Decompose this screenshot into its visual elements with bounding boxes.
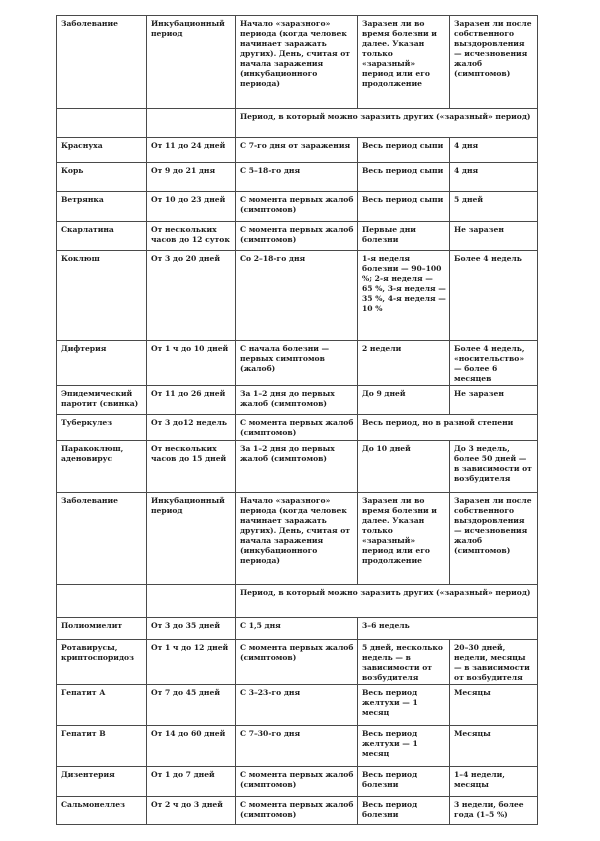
start-cell: С 7-го дня от заражения xyxy=(236,138,358,163)
after-cell: 1–4 недели, месяцы xyxy=(450,767,538,797)
incubation-cell: От 1 ч до 10 дней xyxy=(147,341,236,386)
during-cell: Первые дни болезни xyxy=(358,222,450,251)
table-row xyxy=(57,163,538,192)
period-row xyxy=(57,109,538,138)
disease-cell: Полиомиелит xyxy=(57,618,147,640)
during-cell: Весь период болезни xyxy=(358,797,450,825)
header-incubation: Инкубационный период xyxy=(147,16,236,109)
after-cell: 20–30 дней, недели, месяцы — в зависимости от возбудителя xyxy=(450,640,538,685)
incubation-cell: От нескольких часов до 12 суток xyxy=(147,222,236,251)
after-cell: До 3 недель, более 50 дней — в зависимости от возбудителя xyxy=(450,441,538,493)
incubation-cell: От 1 до 7 дней xyxy=(147,767,236,797)
start-cell: С 1,5 дня xyxy=(236,618,358,640)
empty-cell xyxy=(57,109,147,138)
disease-cell: Эпидемический паротит (свинка) xyxy=(57,386,147,415)
disease-cell: Корь xyxy=(57,163,147,192)
disease-cell: Гепатит В xyxy=(57,726,147,767)
during-cell: До 9 дней xyxy=(358,386,450,415)
after-cell: Не заразен xyxy=(450,222,538,251)
merged-cell: 3–6 недель xyxy=(358,618,538,640)
header-after: Заразен ли после собственного выздоровления — исчезновения жалоб (симптомов) xyxy=(450,16,538,109)
table-row xyxy=(57,797,538,825)
empty-cell xyxy=(147,109,236,138)
disease-cell: Краснуха xyxy=(57,138,147,163)
start-cell: С 7–30-го дня xyxy=(236,726,358,767)
during-cell: Весь период болезни xyxy=(358,767,450,797)
start-cell: С момента первых жалоб (симптомов) xyxy=(236,767,358,797)
start-cell: С 3–23-го дня xyxy=(236,685,358,726)
header-during: Заразен ли во время болезни и далее. Указан только «заразный» период или его продолжение xyxy=(358,493,450,585)
start-cell: С момента первых жалоб (симптомов) xyxy=(236,192,358,222)
merged-cell: Весь период, но в разной степени xyxy=(358,415,538,441)
during-cell: 5 дней, несколько недель — в зависимости от возбудителя xyxy=(358,640,450,685)
incubation-cell: От 7 до 45 дней xyxy=(147,685,236,726)
header-disease: Заболевание xyxy=(57,493,147,585)
during-cell: Весь период сыпи xyxy=(358,138,450,163)
start-cell: С момента первых жалоб (симптомов) xyxy=(236,797,358,825)
table-row xyxy=(57,685,538,726)
table-row xyxy=(57,441,538,493)
header-start: Начало «заразного» периода (когда человек начинает заражать других). День, считая от начала заражения (инкубационного периода) xyxy=(236,16,358,109)
empty-cell xyxy=(57,585,147,618)
table-row xyxy=(57,415,538,441)
during-cell: 2 недели xyxy=(358,341,450,386)
disease-cell: Скарлатина xyxy=(57,222,147,251)
disease-cell: Дизентерия xyxy=(57,767,147,797)
start-cell: С момента первых жалоб (симптомов) xyxy=(236,415,358,441)
incubation-cell: От 1 ч до 12 дней xyxy=(147,640,236,685)
header-row xyxy=(57,16,538,109)
after-cell: Более 4 недель, «носительство» — более 6 месяцев xyxy=(450,341,538,386)
after-cell: Месяцы xyxy=(450,726,538,767)
after-cell: 4 дня xyxy=(450,138,538,163)
infectious-diseases-table xyxy=(56,15,538,825)
period-row-repeat xyxy=(57,585,538,618)
during-cell: 1-я неделя болезни — 90–100 %; 2-я неделя — 65 %, 3-я неделя — 35 %, 4-я неделя — 10 % xyxy=(358,251,450,341)
table-row xyxy=(57,726,538,767)
disease-cell: Сальмонеллез xyxy=(57,797,147,825)
table-row xyxy=(57,386,538,415)
table-row xyxy=(57,618,538,640)
header-row-repeat xyxy=(57,493,538,585)
incubation-cell: От 3 до 20 дней xyxy=(147,251,236,341)
header-incubation: Инкубационный период xyxy=(147,493,236,585)
incubation-cell: От 2 ч до 3 дней xyxy=(147,797,236,825)
table-row xyxy=(57,222,538,251)
disease-cell: Ветрянка xyxy=(57,192,147,222)
incubation-cell: От 11 до 24 дней xyxy=(147,138,236,163)
incubation-cell: От 11 до 26 дней xyxy=(147,386,236,415)
start-cell: Со 2–18-го дня xyxy=(236,251,358,341)
header-during: Заразен ли во время болезни и далее. Указан только «заразный» период или его продолжение xyxy=(358,16,450,109)
disease-cell: Дифтерия xyxy=(57,341,147,386)
during-cell: До 10 дней xyxy=(358,441,450,493)
start-cell: С момента первых жалоб (симптомов) xyxy=(236,222,358,251)
table-row xyxy=(57,640,538,685)
after-cell: 4 дня xyxy=(450,163,538,192)
after-cell: Месяцы xyxy=(450,685,538,726)
start-cell: С начала болезни — первых симптомов (жалоб) xyxy=(236,341,358,386)
incubation-cell: От нескольких часов до 15 дней xyxy=(147,441,236,493)
during-cell: Весь период желтухи — 1 месяц xyxy=(358,726,450,767)
during-cell: Весь период желтухи — 1 месяц xyxy=(358,685,450,726)
incubation-cell: От 3 до 35 дней xyxy=(147,618,236,640)
start-cell: С 5–18-го дня xyxy=(236,163,358,192)
table-row xyxy=(57,341,538,386)
disease-cell: Коклюш xyxy=(57,251,147,341)
period-label: Период, в который можно заразить других («заразный» период) xyxy=(236,585,538,618)
disease-cell: Туберкулез xyxy=(57,415,147,441)
during-cell: Весь период сыпи xyxy=(358,192,450,222)
after-cell: 3 недели, более года (1–5 %) xyxy=(450,797,538,825)
table-row xyxy=(57,192,538,222)
incubation-cell: От 9 до 21 дня xyxy=(147,163,236,192)
header-disease: Заболевание xyxy=(57,16,147,109)
period-label: Период, в который можно заразить других («заразный» период) xyxy=(236,109,538,138)
disease-cell: Ротавирусы, криптоспоридоз xyxy=(57,640,147,685)
after-cell: 5 дней xyxy=(450,192,538,222)
after-cell: Не заразен xyxy=(450,386,538,415)
empty-cell xyxy=(147,585,236,618)
start-cell: С момента первых жалоб (симптомов) xyxy=(236,640,358,685)
incubation-cell: От 3 до12 недель xyxy=(147,415,236,441)
table-row xyxy=(57,251,538,341)
table-row xyxy=(57,767,538,797)
during-cell: Весь период сыпи xyxy=(358,163,450,192)
incubation-cell: От 14 до 60 дней xyxy=(147,726,236,767)
header-start: Начало «заразного» периода (когда человек начинает заражать других). День, считая от начала заражения (инкубационного периода) xyxy=(236,493,358,585)
incubation-cell: От 10 до 23 дней xyxy=(147,192,236,222)
header-after: Заразен ли после собственного выздоровления — исчезновения жалоб (симптомов) xyxy=(450,493,538,585)
table-row xyxy=(57,138,538,163)
disease-cell: Гепатит А xyxy=(57,685,147,726)
disease-cell: Паракоклюш, аденовирус xyxy=(57,441,147,493)
after-cell: Более 4 недель xyxy=(450,251,538,341)
start-cell: За 1–2 дня до первых жалоб (симптомов) xyxy=(236,386,358,415)
start-cell: За 1–2 дня до первых жалоб (симптомов) xyxy=(236,441,358,493)
